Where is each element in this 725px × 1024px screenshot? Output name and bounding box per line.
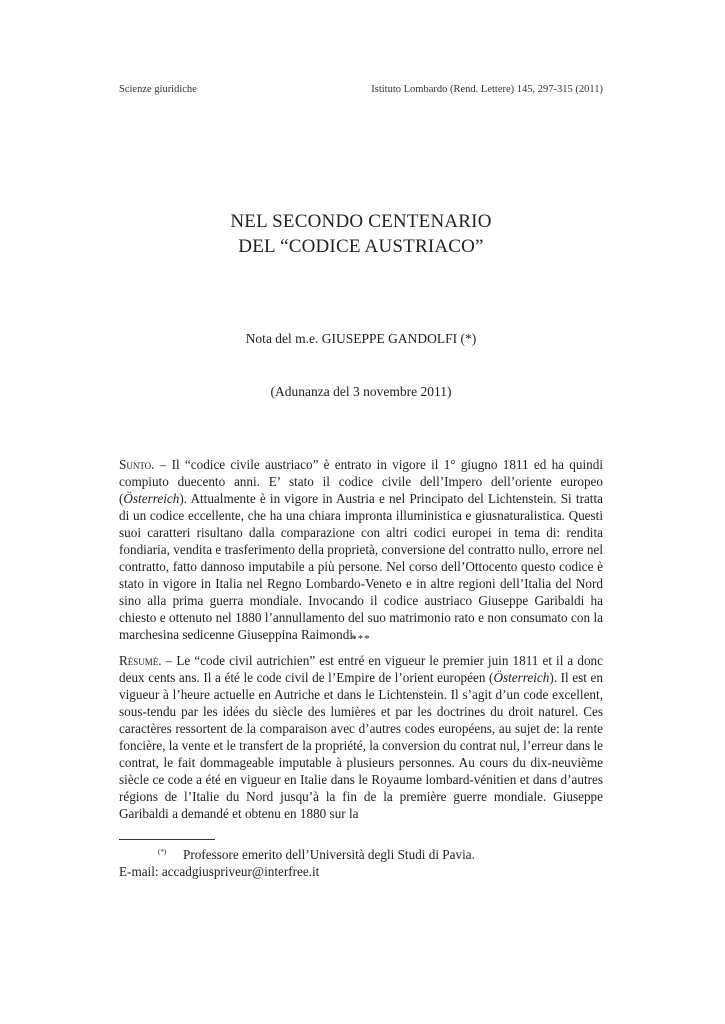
footnote-rule bbox=[119, 839, 215, 840]
abstract-italian-italic: Österreich bbox=[123, 491, 180, 506]
abstract-french-italic: Österreich bbox=[493, 670, 550, 685]
footnote-text: Professore emerito dell’Università degli Studi di Pavia. bbox=[183, 847, 475, 862]
abstract-italian-rest: ). Attualmente è in vigore in Austria e nel Principato del Lichtenstein. Si tratta di un codice eccellente, che ha una chiara impronta illuministica e giusnaturalistica. Questi suoi caratteri risultano dalla comparazione con altri codici europei in tema di: rendita fondiaria, vendita e trasferimento della proprietà, conversione del contratto nullo, errore nel contratto, fatto dannoso imputabile a più persone. Nel corso dell’Ottocento questo codice è stato in vigore in Italia nel Regno Lombardo-Veneto e in altre regioni dell’Italia del Nord sino alla prima guerra mondiale. Invocando il codice austriaco Giuseppe Garibaldi ha chiesto e ottenuto nel 1880 l’annullamento del suo matrimonio rato e non consumato con la marchesina sedicenne Giuseppina Raimondi. bbox=[119, 491, 603, 642]
abstract-french-label: Résumé. bbox=[119, 653, 162, 668]
abstract-french bbox=[119, 652, 603, 822]
author-line: Nota del m.e. GIUSEPPE GANDOLFI (*) bbox=[245, 331, 477, 346]
meeting-date: (Adunanza del 3 novembre 2011) bbox=[270, 384, 452, 399]
abstract-italian bbox=[119, 456, 603, 643]
abstract-french-text: – Le “code civil autrichien” est entré en vigueur le premier juin 1811 et il a donc deux cents ans. Il a été le code civil de l’Empire de l’orient européen ( bbox=[119, 653, 603, 685]
footnote-email: E-mail: accadgiuspriveur@interfree.it bbox=[119, 864, 320, 879]
article-title-line-2: DEL “CODICE AUSTRIACO” bbox=[238, 236, 484, 257]
abstract-italian-label: Sunto. bbox=[119, 457, 155, 472]
article-title bbox=[119, 209, 603, 259]
section-separator: *** bbox=[351, 633, 371, 645]
article-title-line-1: NEL SECONDO CENTENARIO bbox=[230, 211, 492, 232]
running-head-section: Scienze giuridiche bbox=[119, 84, 197, 95]
footnote-mark: (*) bbox=[158, 848, 167, 856]
abstract-italian-text: – Il “codice civile austriaco” è entrato in vigore il 1° giugno 1811 ed ha quindi compiuto duecento anni. E’ stato il codice civile dell’Impero dell’oriente europeo ( bbox=[119, 457, 603, 506]
abstract-french-rest: ). Il est en vigueur à l’heure actuelle en Autriche et dans le Lichtenstein. Il s’agit d’un code excellent, sous-tendu par les idées du siècle des lumières et par les doctrines du droit naturel. Ces caractères ressortent de la comparaison avec d’autres codes européens, au sujet de: la rente foncière, la vente et le transfert de la propriété, la conversion du contrat nul, l’erreur dans le contrat, le fait dommageable imputable à plusieurs personnes. Au cours du dix-neuvième siècle ce code a été en vigueur en Italie dans le Royaume lombard-vénitien et dans d’autres régions de l’Italie du Nord jusqu’à la fin de la première guerre mondiale. Giuseppe Garibaldi a demandé et obtenu en 1880 sur la bbox=[119, 670, 603, 821]
running-head-citation: Istituto Lombardo (Rend. Lettere) 145, 297-315 (2011) bbox=[371, 84, 603, 95]
